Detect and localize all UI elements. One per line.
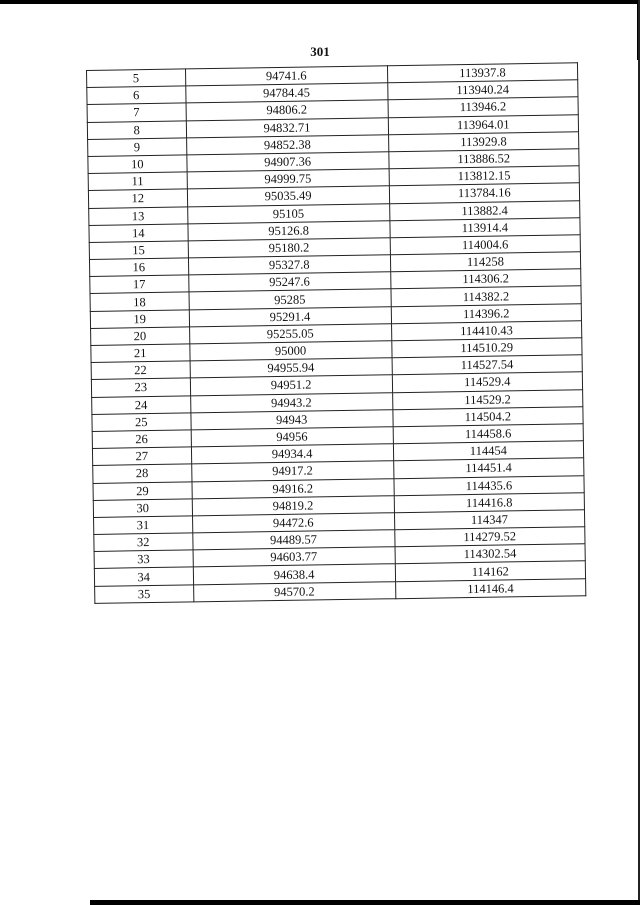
y-coordinate-cell: 113882.4 [389,200,580,220]
y-coordinate-cell: 113940.24 [387,80,578,100]
x-coordinate-cell: 94916.2 [192,478,394,498]
point-number-cell: 32 [94,533,193,552]
y-coordinate-cell: 114510.29 [392,338,583,358]
point-number-cell: 11 [88,172,187,191]
y-coordinate-cell: 114504.2 [393,406,584,426]
y-coordinate-cell: 114162 [395,561,586,581]
y-coordinate-cell: 114529.2 [392,389,583,409]
point-number-cell: 18 [90,292,189,311]
point-number-cell: 35 [95,585,194,604]
y-coordinate-cell: 114451.4 [393,458,584,478]
y-coordinate-cell: 113886.52 [389,149,580,169]
x-coordinate-cell: 94806.2 [186,100,388,120]
y-coordinate-cell: 113812.15 [389,166,580,186]
x-coordinate-cell: 95247.6 [188,272,390,292]
x-coordinate-cell: 95285 [189,289,391,309]
point-number-cell: 5 [87,69,186,88]
point-number-cell: 12 [88,189,187,208]
point-number-cell: 29 [93,481,192,500]
x-coordinate-cell: 94832.71 [186,117,388,137]
y-coordinate-cell: 114279.52 [394,527,585,547]
x-coordinate-cell: 95291.4 [189,306,391,326]
point-number-cell: 14 [89,224,188,243]
y-coordinate-cell: 114146.4 [395,578,586,598]
coordinate-table-container [86,62,586,603]
y-coordinate-cell: 114435.6 [394,475,585,495]
y-coordinate-cell: 114416.8 [394,492,585,512]
x-coordinate-cell: 94819.2 [192,495,394,515]
x-coordinate-cell: 94852.38 [186,135,388,155]
point-number-cell: 6 [87,86,186,105]
y-coordinate-cell: 114258 [390,252,581,272]
x-coordinate-cell: 95180.2 [188,238,390,258]
x-coordinate-cell: 94917.2 [191,461,393,481]
point-number-cell: 28 [93,464,192,483]
point-number-cell: 8 [87,121,186,140]
point-number-cell: 24 [92,395,191,414]
x-coordinate-cell: 94570.2 [193,581,395,601]
point-number-cell: 15 [89,241,188,260]
y-coordinate-cell: 114306.2 [390,269,581,289]
y-coordinate-cell: 114347 [394,510,585,530]
y-coordinate-cell: 113784.16 [389,183,580,203]
x-coordinate-cell: 94741.6 [185,66,387,86]
y-coordinate-cell: 114454 [393,441,584,461]
x-coordinate-cell: 95327.8 [188,255,390,275]
y-coordinate-cell: 113914.4 [390,217,581,237]
scan-edge-bottom [90,900,640,905]
coordinate-table [86,62,586,603]
point-number-cell: 25 [92,413,191,432]
point-number-cell: 30 [93,499,192,518]
y-coordinate-cell: 113964.01 [388,114,579,134]
x-coordinate-cell: 94943 [190,409,392,429]
point-number-cell: 21 [91,344,190,363]
x-coordinate-cell: 94999.75 [187,169,389,189]
x-coordinate-cell: 94638.4 [193,564,395,584]
point-number-cell: 34 [94,567,193,586]
x-coordinate-cell: 95035.49 [187,186,389,206]
point-number-cell: 17 [90,275,189,294]
x-coordinate-cell: 95105 [187,203,389,223]
point-number-cell: 16 [89,258,188,277]
y-coordinate-cell: 114396.2 [391,303,582,323]
scan-edge-top [0,0,640,4]
x-coordinate-cell: 94907.36 [186,152,388,172]
x-coordinate-cell: 94934.4 [191,444,393,464]
y-coordinate-cell: 114458.6 [393,424,584,444]
point-number-cell: 20 [91,327,190,346]
x-coordinate-cell: 95126.8 [187,220,389,240]
y-coordinate-cell: 113937.8 [387,63,578,83]
y-coordinate-cell: 114529.4 [392,372,583,392]
page-number: 301 [310,44,330,59]
y-coordinate-cell: 113946.2 [388,97,579,117]
point-number-cell: 27 [92,447,191,466]
x-coordinate-cell: 94951.2 [190,375,392,395]
x-coordinate-cell: 95000 [189,341,391,361]
y-coordinate-cell: 114302.54 [395,544,586,564]
point-number-cell: 22 [91,361,190,380]
x-coordinate-cell: 94472.6 [192,513,394,533]
y-coordinate-cell: 113929.8 [388,132,579,152]
x-coordinate-cell: 94943.2 [190,392,392,412]
y-coordinate-cell: 114382.2 [391,286,582,306]
x-coordinate-cell: 94955.94 [190,358,392,378]
x-coordinate-cell: 95255.05 [189,324,391,344]
point-number-cell: 23 [91,378,190,397]
y-coordinate-cell: 114410.43 [391,321,582,341]
point-number-cell: 10 [88,155,187,174]
coordinate-table-body [87,63,586,603]
x-coordinate-cell: 94956 [191,427,393,447]
point-number-cell: 9 [88,138,187,157]
point-number-cell: 26 [92,430,191,449]
point-number-cell: 33 [94,550,193,569]
x-coordinate-cell: 94784.45 [185,83,387,103]
point-number-cell: 19 [90,310,189,329]
point-number-cell: 31 [94,516,193,535]
y-coordinate-cell: 114004.6 [390,235,581,255]
y-coordinate-cell: 114527.54 [392,355,583,375]
point-number-cell: 7 [87,103,186,122]
x-coordinate-cell: 94603.77 [193,547,395,567]
point-number-cell: 13 [89,206,188,225]
x-coordinate-cell: 94489.57 [192,530,394,550]
